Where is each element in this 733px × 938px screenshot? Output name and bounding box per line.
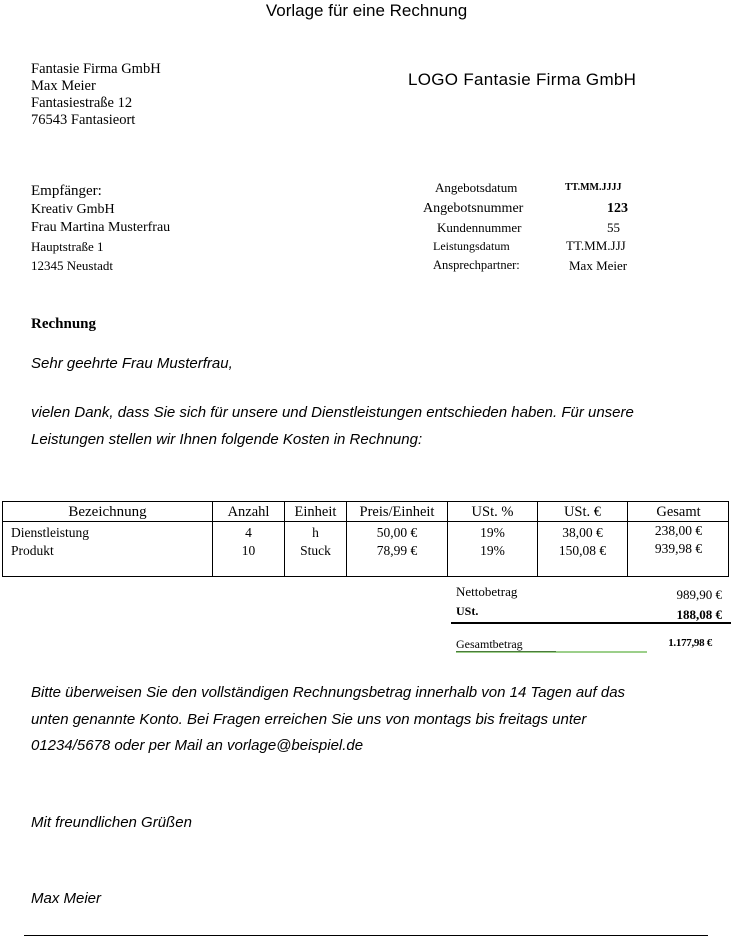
row2-unit-price: 78,99 € (376, 543, 418, 558)
row1-description: Dienstleistung (11, 525, 89, 540)
footer-rule (24, 935, 708, 936)
recipient-label: Empfänger: (31, 183, 102, 199)
intro-line-2: Leistungen stellen wir Ihnen folgende Kosten in Rechnung: (31, 431, 423, 448)
document-title: Vorlage für eine Rechnung (265, 1, 468, 20)
row1-unit-price: 50,00 € (376, 525, 418, 540)
header-description: Bezeichnung (68, 504, 147, 520)
table-header-divider (3, 521, 728, 522)
sender-name: Max Meier (31, 78, 96, 94)
row1-total: 238,00 € (654, 523, 703, 538)
closing-line-2: unten genannte Konto. Bei Fragen erreichen Sie uns von montags bis freitags unter (31, 711, 587, 728)
sender-city: 76543 Fantasieort (31, 112, 136, 128)
gross-amount-underline-accent (456, 651, 556, 652)
row2-unit: Stuck (300, 543, 331, 558)
recipient-company: Kreativ GmbH (31, 202, 115, 217)
contact-person-label: Ansprechpartner: (433, 258, 520, 272)
signature-name: Max Meier (31, 890, 102, 907)
header-vat-percent: USt. % (471, 504, 514, 520)
header-vat-amount: USt. € (563, 504, 602, 520)
closing-line-1: Bitte überweisen Sie den vollständigen Rechnungsbetrag innerhalb von 14 Tagen auf das (31, 684, 626, 701)
row2-quantity: 10 (241, 543, 256, 558)
vat-total-value: 188,08 € (676, 607, 722, 622)
recipient-city: 12345 Neustadt (31, 258, 113, 273)
row2-vat-amount: 150,08 € (558, 543, 607, 558)
row1-quantity: 4 (245, 525, 252, 540)
offer-number-value: 123 (607, 201, 628, 216)
offer-date-label: Angebotsdatum (435, 180, 518, 195)
recipient-street: Hauptstraße 1 (31, 239, 104, 254)
sender-company: Fantasie Firma GmbH (31, 61, 161, 77)
greeting: Mit freundlichen Grüßen (31, 814, 192, 831)
customer-number-value: 55 (607, 220, 620, 235)
row1-vat-amount: 38,00 € (562, 525, 603, 540)
net-amount-label: Nettobetrag (456, 584, 518, 599)
row2-description: Produkt (11, 543, 54, 558)
offer-number-label: Angebotsnummer (423, 201, 524, 216)
company-logo-text: LOGO Fantasie Firma GmbH (408, 70, 637, 89)
header-unit: Einheit (294, 504, 337, 520)
gross-amount-value: 1.177,98 € (668, 637, 712, 649)
header-unit-price: Preis/Einheit (359, 504, 435, 520)
recipient-contact: Frau Martina Musterfrau (31, 220, 171, 235)
row2-vat-percent: 19% (480, 543, 505, 558)
sender-street: Fantasiestraße 12 (31, 95, 133, 111)
row1-unit: h (312, 525, 319, 540)
service-date-value: TT.MM.JJJ (566, 238, 626, 253)
net-amount-value: 989,90 € (676, 587, 722, 602)
service-date-label: Leistungsdatum (433, 239, 510, 253)
header-total: Gesamt (656, 504, 701, 520)
offer-date-value: TT.MM.JJJJ (565, 182, 622, 193)
vat-total-label: USt. (456, 604, 479, 618)
customer-number-label: Kundennummer (437, 220, 522, 235)
invoice-heading: Rechnung (31, 316, 97, 332)
row1-vat-percent: 19% (480, 525, 505, 540)
closing-line-3: 01234/5678 oder per Mail an vorlage@beispiel.de (31, 737, 364, 754)
intro-line-1: vielen Dank, dass Sie sich für unsere und Dienstleistungen entschieden haben. Für unsere (31, 404, 634, 421)
totals-rule (451, 622, 731, 624)
gross-amount-label: Gesamtbetrag (456, 637, 523, 651)
header-quantity: Anzahl (227, 504, 270, 520)
row2-total: 939,98 € (654, 541, 703, 556)
contact-person-value: Max Meier (569, 258, 628, 273)
salutation: Sehr geehrte Frau Musterfrau, (31, 355, 233, 372)
line-items-table (2, 501, 729, 577)
